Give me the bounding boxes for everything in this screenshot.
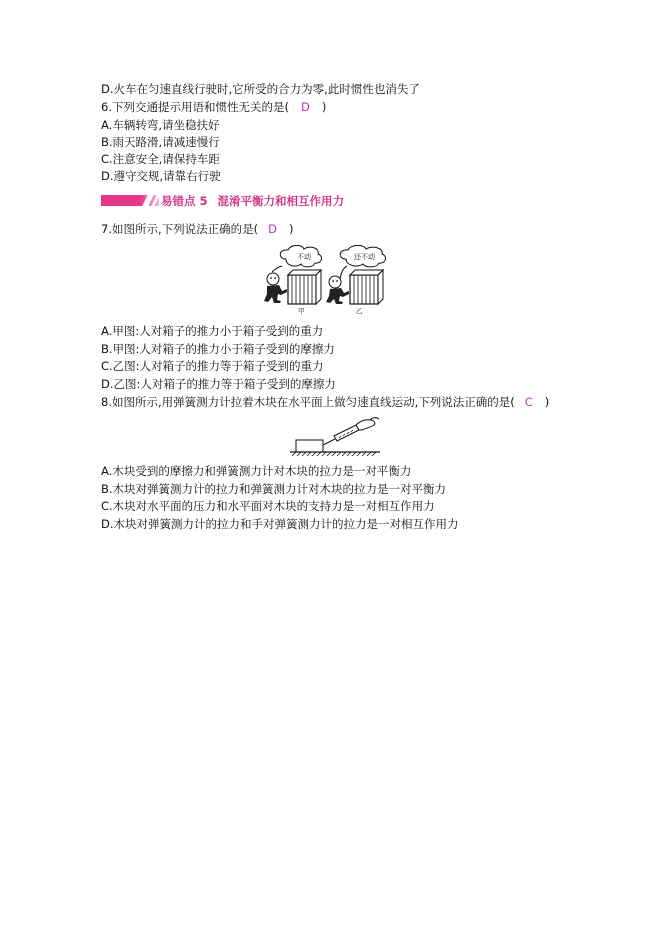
q6-close: ) [321, 100, 327, 114]
q8-stem-text: 8.如图所示,用弹簧测力计拉着木块在水平面上做匀速直线运动,下列说法正确的是( [101, 395, 515, 409]
box-left [288, 270, 321, 304]
q7-option-a: A.甲图:人对箱子的推力小于箱子受到的重力 [101, 324, 324, 338]
q6-stem-text: 6.下列交通提示用语和惯性无关的是( [101, 100, 289, 114]
q8-figure [290, 414, 380, 458]
banner-heading [161, 193, 344, 209]
q8-answer: C [524, 395, 533, 409]
spring-scale [323, 425, 359, 445]
bubble-right-text: 还不动 [354, 253, 375, 261]
q6-answer: D [300, 100, 310, 114]
bubble-right-tail [340, 266, 347, 279]
q8-option-d: D.木块对弹簧测力计的拉力和手对弹簧测力计的拉力是一对相互作用力 [101, 517, 459, 531]
ground-surface [290, 452, 380, 456]
q8-close: ) [544, 395, 550, 409]
bubble-left-text: 不动 [297, 253, 311, 261]
q7-option-d: D.乙图:人对箱子的推力等于箱子受到的摩擦力 [101, 377, 336, 391]
box-right [350, 270, 383, 304]
banner-label: 易错点 5 [161, 194, 208, 208]
person-right [326, 276, 349, 304]
q6-option-a: A.车辆转弯,请坐稳扶好 [101, 118, 220, 132]
person-left [264, 273, 287, 303]
q6-option-c: C.注意安全,请保持车距 [101, 152, 220, 166]
figure-label-yi: 乙 [356, 307, 363, 315]
q8-option-c: C.木块对水平面的压力和水平面对木块的支持力是一对相互作用力 [101, 499, 435, 513]
figure-label-jia: 甲 [298, 307, 305, 315]
wood-block [296, 440, 323, 452]
q7-stem-text: 7.如图所示,下列说法正确的是( [101, 222, 259, 236]
q7-close: ) [288, 222, 294, 236]
q8-option-b: B.木块对弹簧测力计的拉力和弹簧测力计对木块的拉力是一对平衡力 [101, 482, 447, 496]
hand [356, 418, 379, 430]
q7-stem [101, 221, 293, 237]
q8-option-a: A.木块受到的摩擦力和弹簧测力计对木块的拉力是一对平衡力 [101, 464, 412, 478]
q6-stem [101, 99, 326, 115]
q7-figure [258, 245, 408, 315]
q8-stem [101, 394, 549, 410]
q7-option-b: B.甲图:人对箱子的推力小于箱子受到的摩擦力 [101, 342, 335, 356]
q6-option-d: D.遵守交规,请靠右行驶 [101, 169, 221, 183]
q7-answer: D [268, 222, 277, 236]
banner-title: 混淆平衡力和相互作用力 [217, 194, 345, 208]
q5-option-d: D.火车在匀速直线行驶时,它所受的合力为零,此时惯性也消失了 [101, 82, 420, 96]
bubble-left-tail [272, 266, 282, 272]
q7-option-c: C.乙图:人对箱子的推力等于箱子受到的重力 [101, 359, 324, 373]
q6-option-b: B.雨天路滑,请减速慢行 [101, 135, 220, 149]
